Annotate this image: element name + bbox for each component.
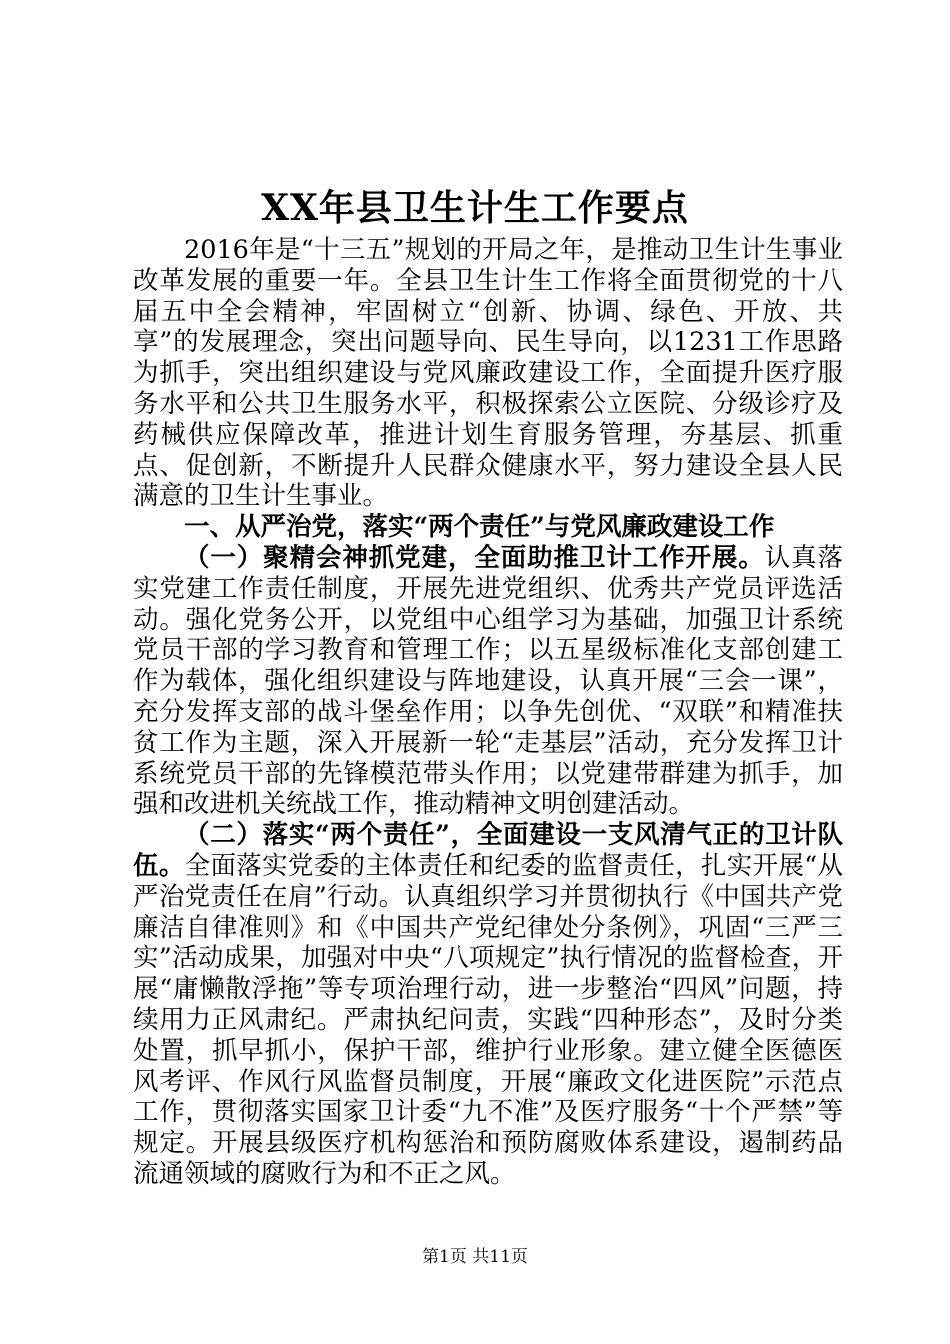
section-heading: 一、从严治党，落实“两个责任”与党风廉政建设工作: [184, 512, 775, 543]
subsection-heading-2: （二）落实“两个责任”，全面建设一支风清气正的卫计队伍。: [133, 820, 843, 881]
intro-paragraph: 2016年是“十三五”规划的开局之年，是推动卫生计生事业改革发展的重要一年。全县卫生计生工作将全面贯彻党的十八届五中全会精神，牢固树立“创新、协调、绿色、开放、共享”的发展理念，突出问题导向、民生导向，以1231工作思路为抓手，突出组织建设与党风廉政建设工作，全面提升医疗服务水平和公共卫生服务水平，积极探索公立医院、分级诊疗及药械供应保障改革，推进计划生育服务管理，夯基层、抓重点、促创新，不断提升人民群众健康水平，努力建设全县人民满意的卫生计生事业。: [133, 235, 843, 512]
document-body: [133, 235, 843, 1190]
subsection-heading-1: （一）聚精会神抓党建，全面助推卫计工作开展。: [184, 542, 765, 573]
subsection-text-2: 全面落实党委的主体责任和纪委的监督责任，扎实开展“从严治党责任在肩”行动。认真组织学习并贯彻执行《中国共产党廉洁自律准则》和《中国共产党纪律处分条例》，巩固“三严三实”活动成果，加强对中央“八项规定”执行情况的监督检查，开展“庸懒散浮拖”等专项治理行动，进一步整治“四风”问题，持续用力正风肃纪。严肃执纪问责，实践“四种形态”，及时分类处置，抓早抓小，保护干部，维护行业形象。建立健全医德医风考评、作风行风监督员制度，开展“廉政文化进医院”示范点工作，贯彻落实国家卫计委“九不准”及医疗服务“十个严禁”等规定。开展县级医疗机构惩治和预防腐败体系建设，遏制药品流通领域的腐败行为和不正之风。: [133, 850, 843, 1189]
subsection-paragraph-2: [133, 820, 843, 1190]
subsection-paragraph-1: [133, 543, 843, 820]
page-number: 第1页 共11页: [422, 1247, 528, 1267]
document-title: XX年县卫生计生工作要点: [261, 187, 689, 229]
subsection-text-1: 认真落实党建工作责任制度，开展先进党组织、优秀共产党员评选活动。强化党务公开，以党组中心组学习为基础，加强卫计系统党员干部的学习教育和管理工作；以五星级标准化支部创建工作为载体，强化组织建设与阵地建设，认真开展“三会一课”，充分发挥支部的战斗堡垒作用；以争先创优、“双联”和精准扶贫工作为主题，深入开展新一轮“走基层”活动，充分发挥卫计系统党员干部的先锋模范带头作用；以党建带群建为抓手，加强和改进机关统战工作，推动精神文明创建活动。: [133, 542, 843, 820]
